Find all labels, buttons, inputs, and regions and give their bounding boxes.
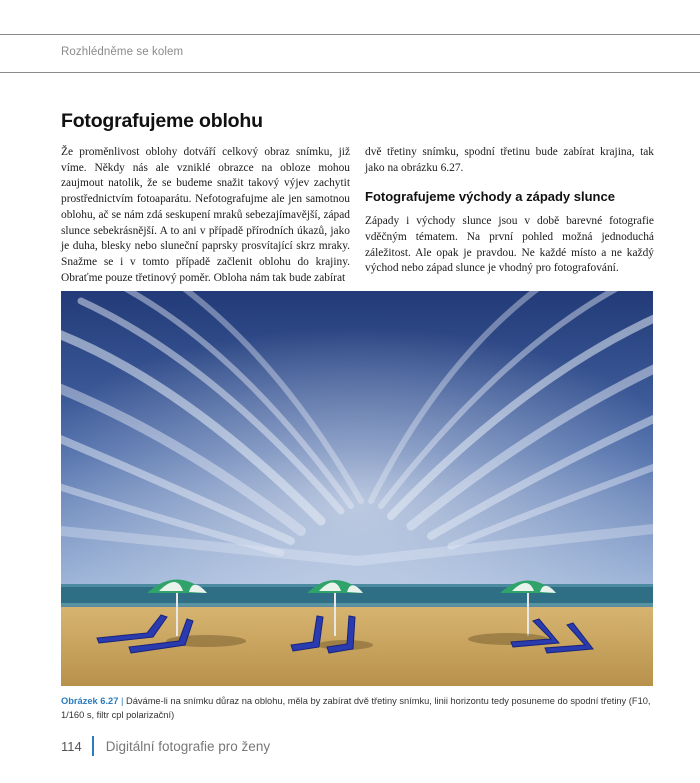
caption-separator: | xyxy=(120,696,124,706)
book-title: Digitální fotografie pro ženy xyxy=(105,738,271,754)
right-column xyxy=(365,145,654,277)
page-footer xyxy=(61,736,270,756)
article-title: Fotografujeme oblohu xyxy=(61,110,263,132)
page-number: 114 xyxy=(61,738,82,754)
caption-text: Dáváme-li na snímku důraz na oblohu, měla by zabírat dvě třetiny snímku, linii horizontu tedy posuneme do spodní třetiny (F10, 1/160 s, filtr cpl polarizační) xyxy=(61,696,651,720)
header-rule-top xyxy=(0,34,700,35)
right-column-intro: dvě třetiny snímku, spodní třetinu bude zabírat krajina, tak jako na obrázku 6.27. xyxy=(365,146,654,174)
horizon-line xyxy=(61,584,653,587)
right-column-body: Západy i východy slunce jsou v době barevné fotografie vděčným tématem. Na první pohled možná jednoduchá záležitost. Ale opak je pravdou. Ne každé místo a ne každý východ nebo západ slunce je vhodný pro fotografování. xyxy=(365,215,654,275)
figure-label: Obrázek 6.27 xyxy=(61,696,119,706)
left-column-text: Že proměnlivost oblohy dotváří celkový obraz snímku, již víme. Někdy nás ale vzniklé obrazce na obloze mohou zaujmout natolik, že se budeme snažit takový výjev zachytit prostřednictvím fotoaparátu. Nefotografujme ale jen samotnou oblohu, ač se nám zdá seskupení mraků sebezajímavější, západ slunce sebekrásnější. A to ani v případě přírodních úkazů, jako je duha, blesky nebo sluneční paprsky prosvítající skrz mraky. Snažme se i v tomto případě začlenit oblohu do krajiny. Obraťme pouze třetinový poměr. Obloha nám tak bude zabírat xyxy=(61,146,350,284)
footer-divider xyxy=(92,736,94,756)
header-rule-bottom xyxy=(0,72,700,73)
subheading: Fotografujeme východy a západy slunce xyxy=(365,189,615,205)
beach-sky-photo xyxy=(61,291,653,686)
figure-caption xyxy=(61,694,661,722)
photo-illustration xyxy=(61,291,653,686)
running-head: Rozhlédněme se kolem xyxy=(61,46,184,58)
